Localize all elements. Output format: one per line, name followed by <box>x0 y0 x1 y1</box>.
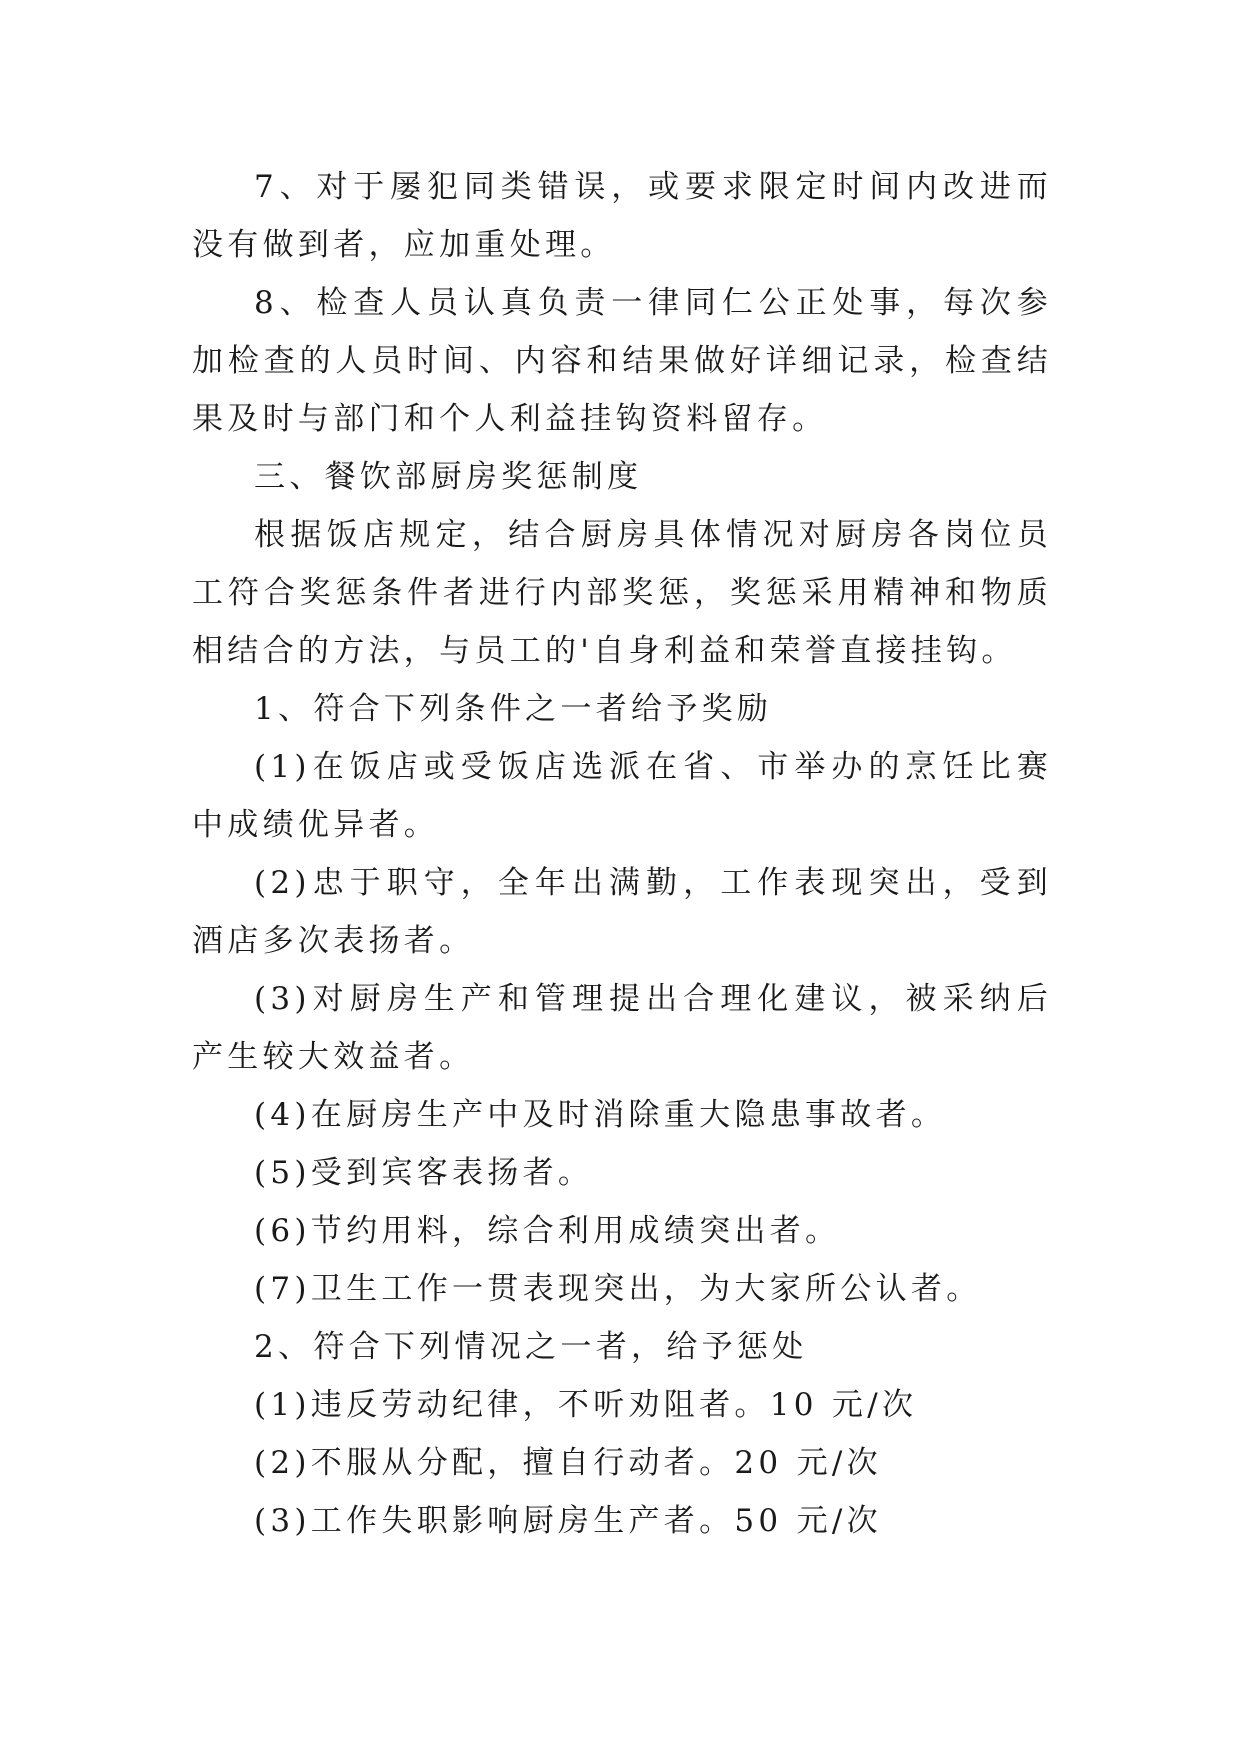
paragraph-item-8: 8、检查人员认真负责一律同仁公正处事，每次参加检查的人员时间、内容和结果做好详细记录，检查结果及时与部门和个人利益挂钩资料留存。 <box>192 285 1052 437</box>
penalty-item-2: (2)不服从分配，擅自行动者。20 元/次 <box>254 1445 882 1481</box>
reward-item-7: (7)卫生工作一贯表现突出，为大家所公认者。 <box>254 1271 982 1307</box>
reward-item-5: (5)受到宾客表扬者。 <box>254 1155 594 1191</box>
section-heading: 三、餐饮部厨房奖惩制度 <box>254 459 643 495</box>
section-intro: 根据饭店规定，结合厨房具体情况对厨房各岗位员工符合奖惩条件者进行内部奖惩，奖惩采用精神和物质相结合的方法，与员工的'自身利益和荣誉直接挂钩。 <box>192 517 1052 669</box>
reward-item-4: (4)在厨房生产中及时消除重大隐患事故者。 <box>254 1097 947 1133</box>
document-body <box>192 158 1052 1550</box>
penalty-item-1: (1)违反劳动纪律，不听劝阻者。10 元/次 <box>254 1387 918 1423</box>
penalty-item-3: (3)工作失职影响厨房生产者。50 元/次 <box>254 1503 882 1539</box>
reward-item-3: (3)对厨房生产和管理提出合理化建议，被采纳后产生较大效益者。 <box>192 981 1052 1075</box>
reward-item-6: (6)节约用料，综合利用成绩突出者。 <box>254 1213 841 1249</box>
reward-item-1: (1)在饭店或受饭店选派在省、市举办的烹饪比赛中成绩优异者。 <box>192 749 1052 843</box>
reward-item-2: (2)忠于职守，全年出满勤，工作表现突出，受到酒店多次表扬者。 <box>192 865 1052 959</box>
paragraph-item-7: 7、对于屡犯同类错误，或要求限定时间内改进而没有做到者，应加重处理。 <box>192 169 1052 263</box>
reward-heading: 1、符合下列条件之一者给予奖励 <box>254 691 773 727</box>
penalty-heading: 2、符合下列情况之一者，给予惩处 <box>254 1329 808 1365</box>
